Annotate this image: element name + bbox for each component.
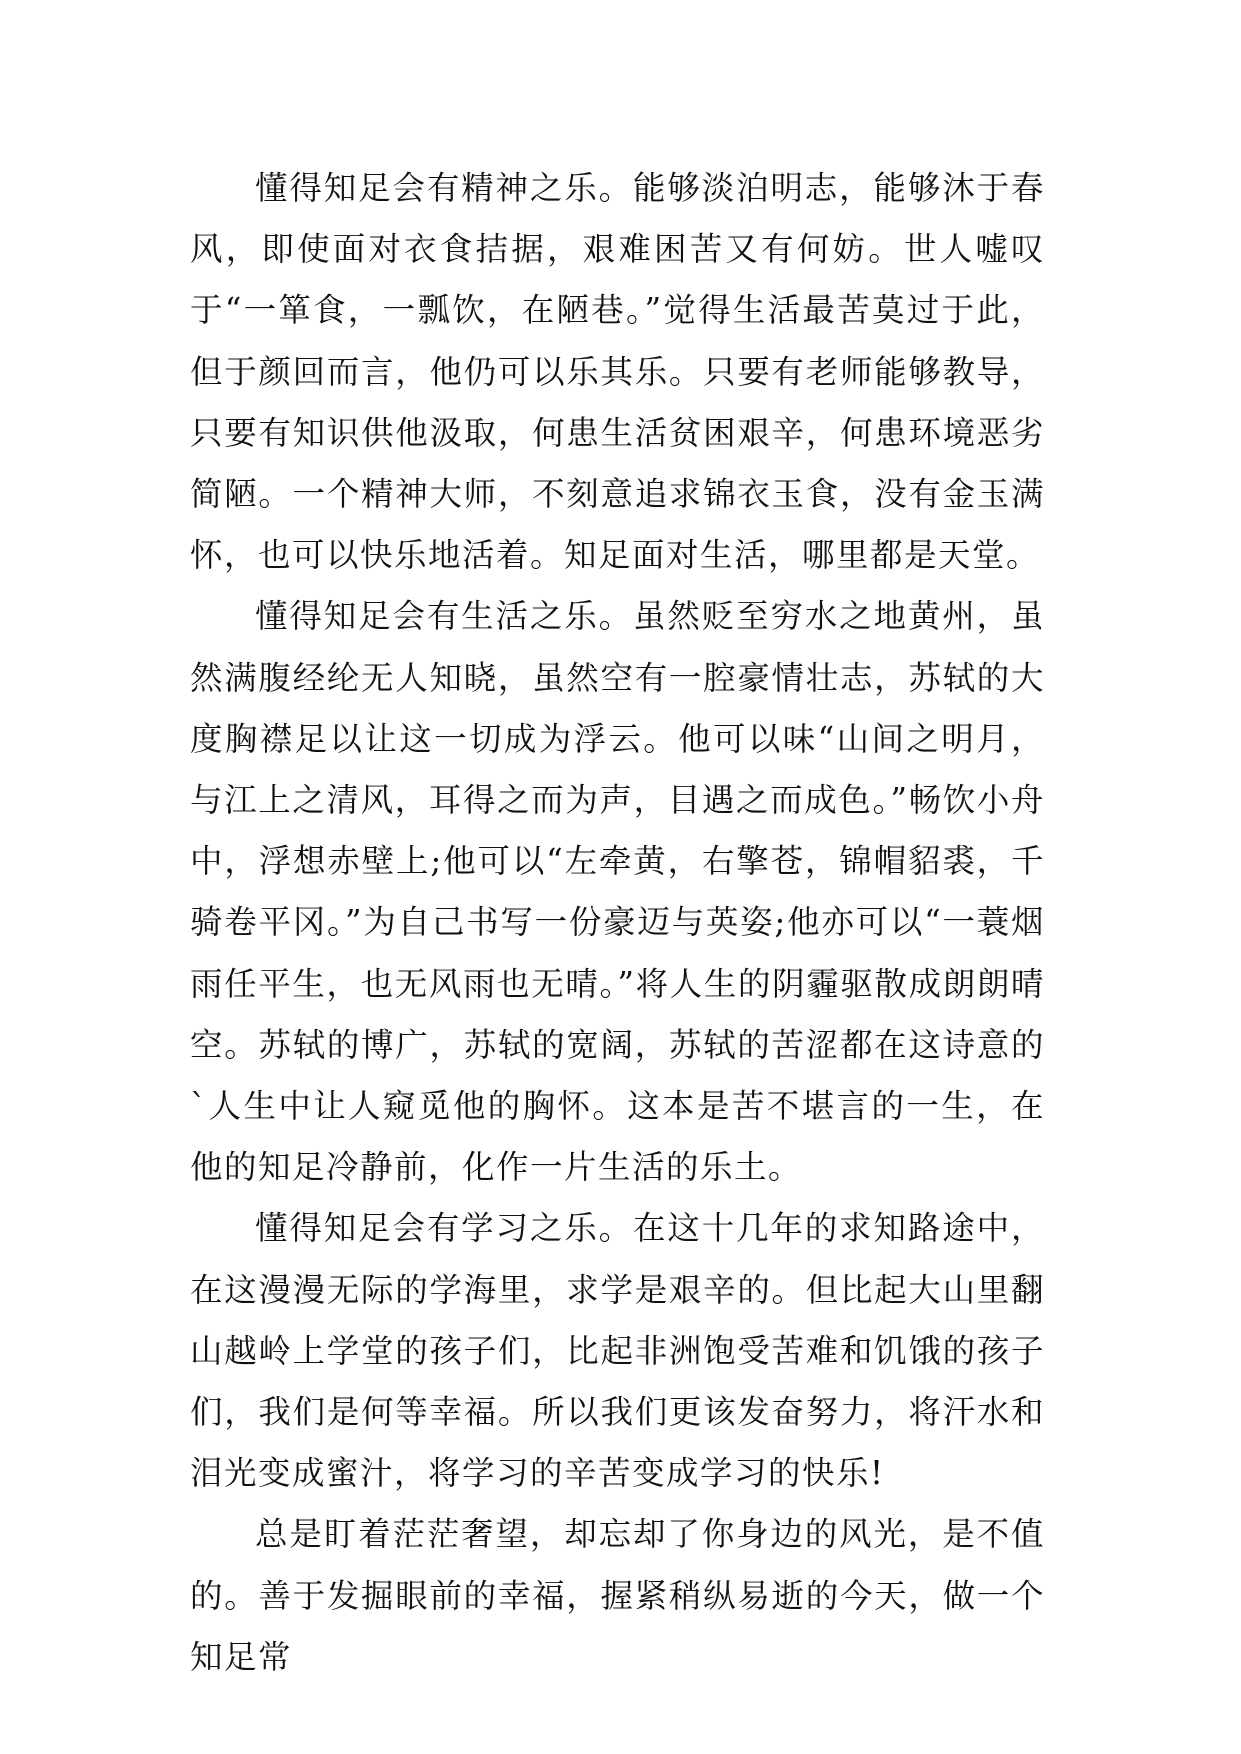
paragraph-closing: 总是盯着茫茫奢望，却忘却了你身边的风光，是不值的。善于发掘眼前的幸福，握紧稍纵易逝的今天，做一个知足常 <box>190 1515 1045 1676</box>
document-body <box>190 158 1045 1688</box>
paragraph-spiritual-joy: 懂得知足会有精神之乐。能够淡泊明志，能够沐于春风，即使面对衣食拮据，艰难困苦又有何妨。世人嘘叹于“一箪食，一瓢饮，在陋巷。”觉得生活最苦莫过于此，但于颜回而言，他仍可以乐其乐。只要有老师能够教导，只要有知识供他汲取，何患生活贫困艰辛，何患环境恶劣简陋。一个精神大师，不刻意追求锦衣玉食，没有金玉满怀，也可以快乐地活着。知足面对生活，哪里都是天堂。 <box>190 169 1045 575</box>
paragraph-learning-joy: 懂得知足会有学习之乐。在这十几年的求知路途中，在这漫漫无际的学海里，求学是艰辛的。但比起大山里翻山越岭上学堂的孩子们，比起非洲饱受苦难和饥饿的孩子们，我们是何等幸福。所以我们更该发奋努力，将汗水和泪光变成蜜汁，将学习的辛苦变成学习的快乐! <box>190 1209 1045 1493</box>
paragraph-life-joy: 懂得知足会有生活之乐。虽然贬至穷水之地黄州，虽然满腹经纶无人知晓，虽然空有一腔豪情壮志，苏轼的大度胸襟足以让这一切成为浮云。他可以味“山间之明月，与江上之清风，耳得之而为声，目遇之而成色。”畅饮小舟中，浮想赤壁上;他可以“左牵黄，右擎苍，锦帽貂裘，千骑卷平冈。”为自己书写一份豪迈与英姿;他亦可以“一蓑烟雨任平生，也无风雨也无晴。”将人生的阴霾驱散成朗朗晴空。苏轼的博广，苏轼的宽阔，苏轼的苦涩都在这诗意的`人生中让人窥觅他的胸怀。这本是苦不堪言的一生，在他的知足冷静前，化作一片生活的乐土。 <box>190 597 1045 1187</box>
